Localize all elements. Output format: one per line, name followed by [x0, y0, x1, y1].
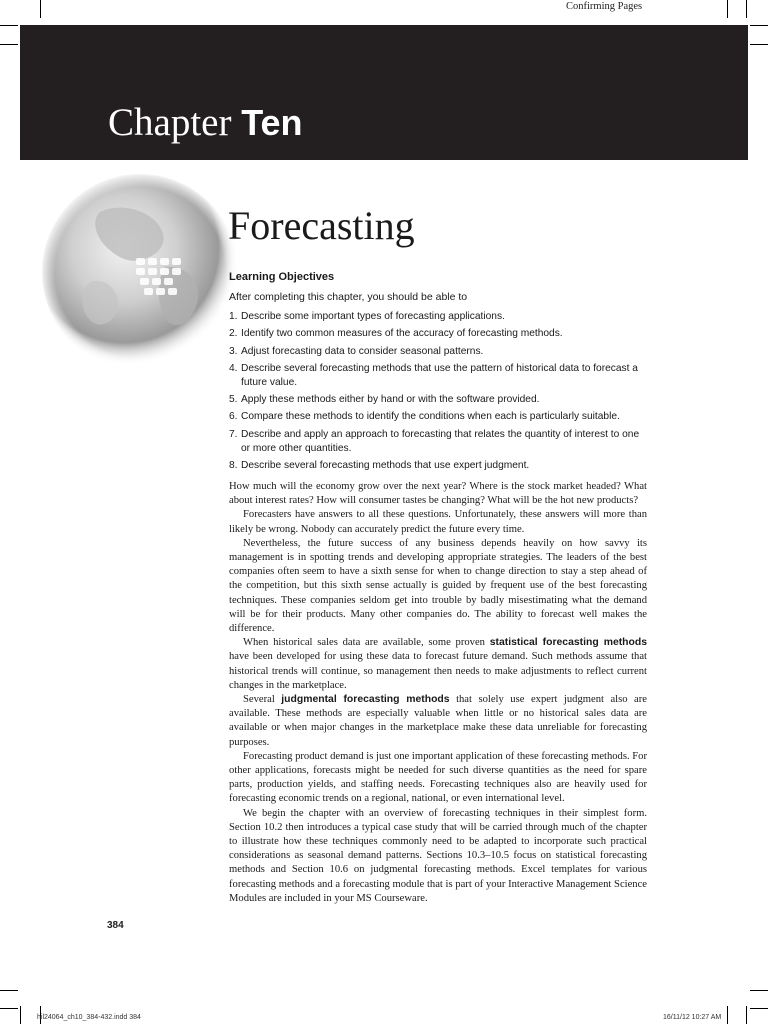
paragraph: How much will the economy grow over the next year? Where is the stock market headed? What about interest rates? How will consumer tastes be changing? What will be the hot new products?: [229, 481, 647, 507]
objective-item: [229, 362, 649, 390]
crop-mark: [727, 0, 728, 18]
objective-text: Describe several forecasting methods that use expert judgment.: [241, 460, 530, 472]
objective-number: 1.: [229, 311, 238, 322]
footer-timestamp: 16/11/12 10:27 AM: [663, 1014, 722, 1021]
paragraph: We begin the chapter with an overview of forecasting techniques in their simplest form. Section 10.2 then introduces a typical case study that will be carried through much of the chapter to illustrate how these techniques commonly need to be adapted to incorporate such practical considerations as seasonal demand patterns. Sections 10.3–10.5 focus on statistical forecasting methods and Section 10.6 on judgmental forecasting methods. Excel templates for various forecasting methods and a forecasting module that is part of your Interactive Management Science Modules are included in your MS Courseware.: [229, 807, 647, 904]
objective-text: Describe several forecasting methods that use the pattern of historical data to forecast a future value.: [241, 362, 638, 388]
crop-mark: [20, 1006, 21, 1024]
crop-mark: [746, 0, 747, 18]
objective-item: [229, 428, 649, 456]
objective-item: [229, 410, 649, 424]
objective-item: [229, 327, 649, 341]
key-term: judgmental forecasting methods: [281, 694, 450, 706]
key-term: statistical forecasting methods: [489, 637, 647, 649]
objective-number: 3.: [229, 345, 238, 357]
paragraph: [229, 636, 647, 693]
footer-file-info: hil24064_ch10_384-432.indd 384: [37, 1014, 141, 1021]
learning-objectives-heading: Learning Objectives: [229, 271, 335, 283]
objective-item: [229, 459, 649, 473]
objective-number: 5.: [229, 394, 238, 406]
crop-mark: [0, 25, 18, 26]
crop-mark: [0, 1008, 18, 1009]
paragraph-text: Several: [243, 694, 282, 706]
objective-text: Apply these methods either by hand or with the software provided.: [241, 394, 540, 406]
confirming-pages-label: Confirming Pages: [566, 1, 643, 12]
crop-mark: [750, 1008, 768, 1009]
crop-mark: [727, 1006, 728, 1024]
paragraph: Forecasting product demand is just one important application of these forecasting methods. For other applications, forecasts might be needed for such diverse quantities as the need for spare parts, production yields, and staffing needs. Forecasting techniques also are heavily used for forecasting economic trends on a regional, national, or even international level.: [229, 750, 647, 805]
objective-text: Identify two common measures of the accuracy of forecasting methods.: [241, 328, 563, 340]
objective-text: Describe some important types of forecasting applications.: [241, 311, 505, 322]
objective-number: 4.: [229, 362, 238, 374]
objective-text: Describe and apply an approach to forecasting that relates the quantity of interest to one or more other quantities.: [241, 428, 640, 454]
crop-mark: [40, 0, 41, 18]
objective-text: Compare these methods to identify the conditions when each is particularly suitable.: [241, 411, 620, 423]
objective-number: 7.: [229, 428, 238, 440]
objective-item: [229, 393, 649, 407]
crop-mark: [0, 990, 18, 991]
paragraph-text: have been developed for using these data to forecast future demand. Such methods assume that historical trends will continue, so management then needs to make adjustments to reflect current changes in the marketplace.: [229, 651, 647, 691]
crop-mark: [750, 25, 768, 26]
crop-mark: [746, 1006, 747, 1024]
crop-mark: [750, 990, 768, 991]
objective-item: [229, 345, 649, 359]
objective-number: 6.: [229, 411, 238, 423]
paragraph: Nevertheless, the future success of any business depends heavily on how savvy its management is in spotting trends and developing appropriate strategies. The leaders of the best companies often seem to have a sixth sense for when to change direction to stay a step ahead of the competition, but this sixth sense actually is guided by frequent use of the best forecasting techniques. These companies seldom get into trouble by badly misestimating what the demand will be for their products. Many other companies do. The ability to forecast well makes the difference.: [229, 537, 647, 635]
learning-objectives-intro: After completing this chapter, you should be able to: [229, 291, 468, 303]
globe-image: [40, 172, 250, 382]
objective-number: 8.: [229, 460, 238, 472]
paragraph-text: that solely use expert judgment also are available. These methods are especially valuable when little or no historical sales data are available or when major changes in the marketplace make these data unreliable for forecasting purposes.: [229, 694, 647, 748]
paragraph-text: When historical sales data are available, some proven: [243, 637, 490, 649]
chapter-heading: [108, 100, 303, 146]
paragraph: Forecasters have answers to all these questions. Unfortunately, these answers will more than likely be wrong. Nobody can accurately predict the future every time.: [229, 509, 647, 535]
chapter-number: Ten: [241, 102, 303, 143]
learning-objectives-list: [229, 310, 649, 476]
body-text: [229, 480, 647, 906]
chapter-word: Chapter: [108, 101, 232, 144]
crop-mark: [750, 44, 768, 45]
objective-item: [229, 310, 649, 324]
objective-text: Adjust forecasting data to consider seasonal patterns.: [241, 345, 484, 357]
crop-mark: [0, 44, 18, 45]
objective-number: 2.: [229, 328, 238, 340]
paragraph: [229, 693, 647, 750]
chapter-title: Forecasting: [228, 203, 415, 248]
page-number: 384: [107, 920, 124, 931]
